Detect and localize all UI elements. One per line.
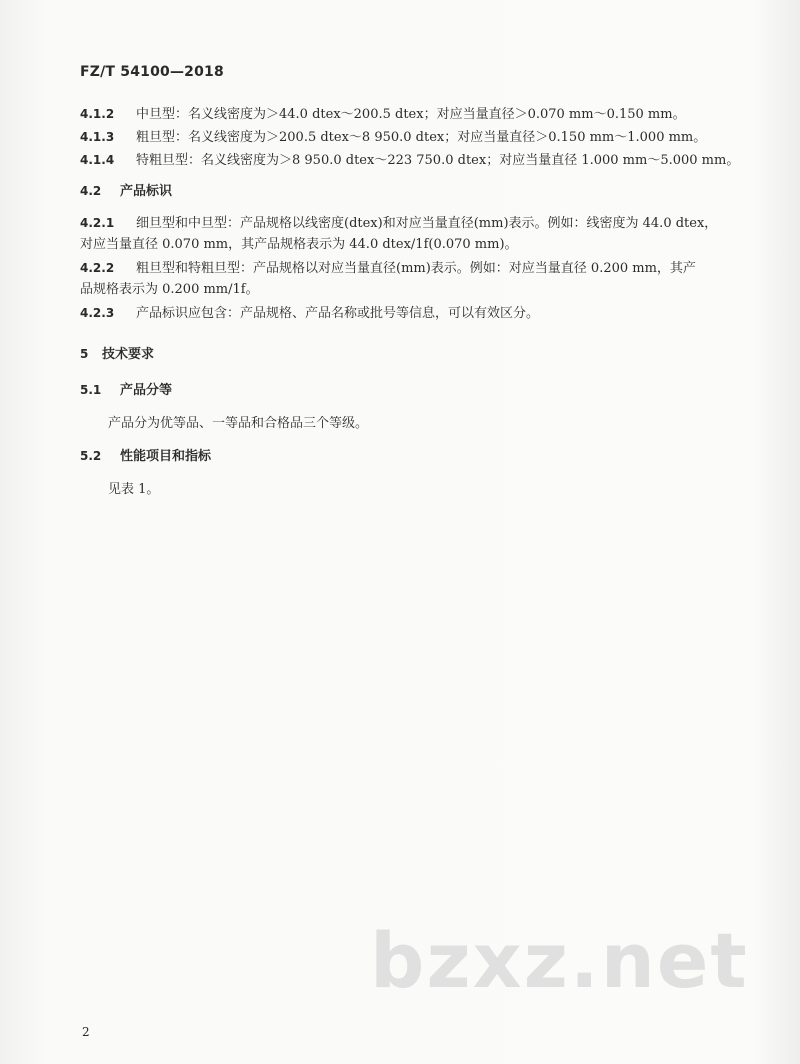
clause-4-1-3 <box>80 127 730 148</box>
section-5-1-heading <box>80 380 730 401</box>
clause-number: 4.1.4 <box>80 153 115 167</box>
section-number: 5.1 <box>80 383 102 397</box>
clause-number: 4.1.2 <box>80 107 115 121</box>
clause-4-2-1-line2: 对应当量直径 0.070 mm，其产品规格表示为 44.0 dtex/1f(0.070 mm)。 <box>80 237 518 252</box>
clause-number: 4.2.1 <box>80 216 115 230</box>
section-5-1-text: 产品分为优等品、一等品和合格品三个等级。 <box>108 416 369 431</box>
clause-4-2-1-line1 <box>80 213 730 234</box>
section-5-2-heading <box>80 446 730 467</box>
section-title: 性能项目和指标 <box>120 449 212 464</box>
section-number: 5.2 <box>80 449 102 463</box>
clause-4-1-2 <box>80 104 730 125</box>
clause-text: 粗旦型和特粗旦型：产品规格以对应当量直径(mm)表示。例如：对应当量直径 0.200 mm，其产 <box>136 261 696 276</box>
clause-4-2-3 <box>80 303 730 324</box>
clause-4-2-2-line2: 品规格表示为 0.200 mm/1f。 <box>80 282 259 297</box>
section-5-2-text: 见表 1。 <box>108 482 160 497</box>
clause-text: 产品标识应包含：产品规格、产品名称或批号等信息，可以有效区分。 <box>136 306 540 321</box>
clause-number: 4.2.2 <box>80 261 115 275</box>
section-title: 产品标识 <box>120 184 173 199</box>
clause-text: 特粗旦型：名义线密度为＞8 950.0 dtex～223 750.0 dtex；对应当量直径 1.000 mm～5.000 mm。 <box>136 153 740 168</box>
page-number: 2 <box>82 1025 90 1039</box>
section-number: 4.2 <box>80 184 102 198</box>
clause-text: 中旦型：名义线密度为＞44.0 dtex～200.5 dtex；对应当量直径＞0.070 mm～0.150 mm。 <box>136 107 686 122</box>
section-number: 5 <box>80 347 89 361</box>
watermark: bzxz.net <box>370 916 749 1005</box>
section-title: 技术要求 <box>102 347 155 362</box>
clause-text: 粗旦型：名义线密度为＞200.5 dtex～8 950.0 dtex；对应当量直径＞0.150 mm～1.000 mm。 <box>136 130 707 145</box>
clause-text: 细旦型和中旦型：产品规格以线密度(dtex)和对应当量直径(mm)表示。例如：线密度为 44.0 dtex， <box>136 216 718 231</box>
section-title: 产品分等 <box>120 383 173 398</box>
standard-number: FZ/T 54100—2018 <box>80 64 224 80</box>
clause-4-2-2-line1 <box>80 258 730 279</box>
section-4-2-heading <box>80 181 730 202</box>
clause-number: 4.2.3 <box>80 306 115 320</box>
clause-number: 4.1.3 <box>80 130 115 144</box>
section-5-heading <box>80 344 730 365</box>
clause-4-1-4 <box>80 150 740 171</box>
